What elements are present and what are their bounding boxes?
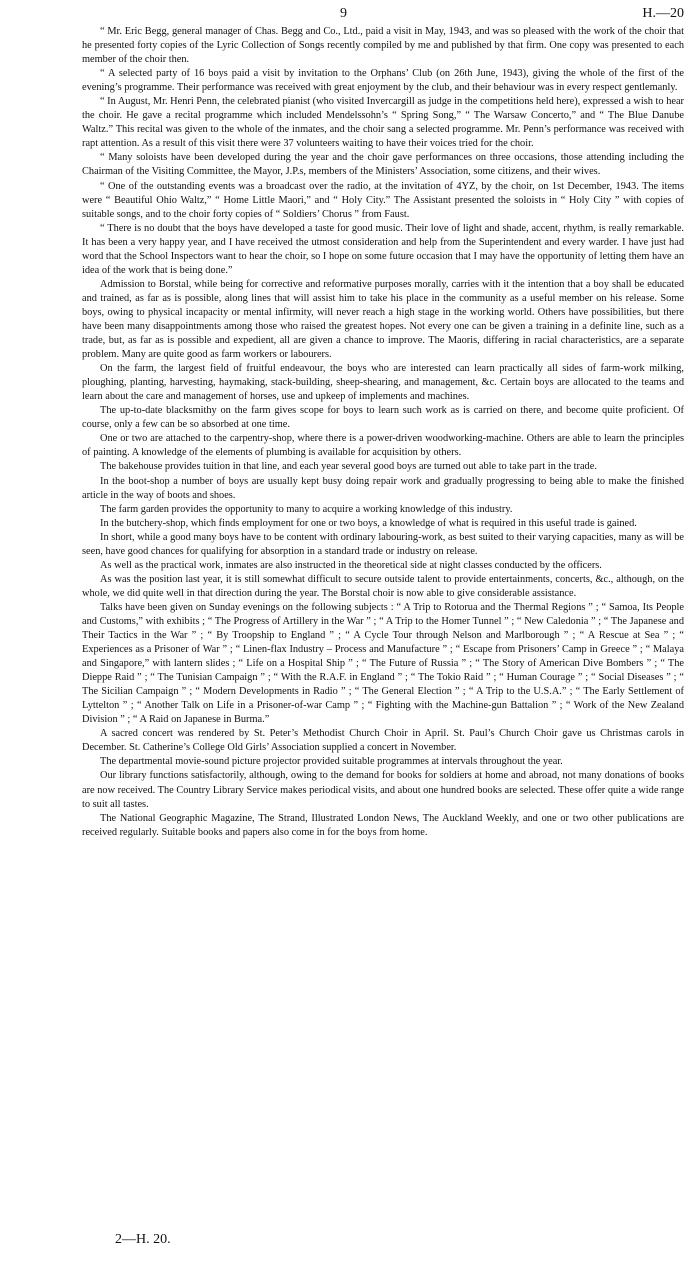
page-number: 9 [340, 6, 347, 21]
paragraph-orphans-club: “ A selected party of 16 boys paid a visit by invitation to the Orphans’ Club (on 26th June, 1943), giving the whole of the first of the evening’s programme. Their performance was received with great enjoyment by the club, and their behaviour was in every respect gentlemanly. [82, 68, 684, 94]
paragraph-farm-garden: The farm garden provides the opportunity to many to acquire a working knowledge of this industry. [100, 503, 513, 515]
paragraph-boot-shop: In the boot-shop a number of boys are usually kept busy doing repair work and gradually progressing to being able to make the finished article in the way of boots and shoes. [82, 475, 684, 501]
paragraph-entertainments: As was the position last year, it is still somewhat difficult to secure outside talent to provide entertainments, concerts, &c., although, on the whole, we did quite well in that direction during the year. The Borstal choir is now able to give considerable assistance. [82, 573, 684, 599]
paragraph-carpentry: One or two are attached to the carpentry-shop, where there is a power-driven woodworking-machine. Others are able to learn the principles of painting. A knowledge of the elements of plumbing is available for acquisition by others. [82, 433, 684, 459]
paragraph-sunday-talks: Talks have been given on Sunday evenings on the following subjects : “ A Trip to Rotorua and the Thermal Regions ” ; “ Samoa, Its People and Customs,” with exhibits ; “ The Progress of Artillery in the War ” ; “ A Trip to the Homer Tunnel ” ; “ New Caledonia ” ; “ The Japanese and Their Tactics in the War ” ; “ By Troopship to England ” ; “ A Cycle Tour through Nelson and Marlborough ” ; “ A Rescue at Sea ” ; “ Experiences as a Prisoner of War ” ; “ Linen-flax Industry – Process and Manufacture ” ; “ Escape from Prisoners’ Camp in Greece ” ; “ Malaya and Singapore,” with lantern slides ; “ Life on a Hospital Ship ” ; “ The Future of Russia ” ; “ The Story of American Dive Bombers ” ; “ The Dieppe Raid ” ; “ The Tunisian Campaign ” ; “ With the R.A.F. in England ” ; “ The Tokio Raid ” ; “ Human Courage ” ; “ Social Diseases ” ; “ The Sicilian Campaign ” ; “ Modern Developments in Radio ” ; “ The General Election ” ; “ A Trip to the U.S.A.” ; “ The Early Settlement of Lyttelton ” ; “ Another Talk on Life in a Prisoner-of-war Camp ” ; “ Fighting with the Machine-gun Battalion ” ; “ Work of the New Zealand Division ” ; “ A Raid on Japanese in Burma.” [82, 601, 684, 726]
footer-reference: 2—H. 20. [115, 1232, 171, 1247]
paragraph-soloists: “ Many soloists have been developed during the year and the choir gave performances on three occasions, those attending including the Chairman of the Visiting Committee, the Mayor, J.P.s, members of the Ministers’ Association, some citizens, and their wives. [82, 152, 684, 178]
document-reference: H.—20 [642, 6, 684, 21]
paragraph-radio-broadcast: “ One of the outstanding events was a broadcast over the radio, at the invitation of 4YZ, by the choir, on 1st December, 1943. The items were “ Beautiful Ohio Waltz,” “ Home Little Maori,” and “ Holy City.” The Assistant presented the soloists in “ Holy City ” with copies of suitable songs, and to the choir forty copies of “ Soldiers’ Chorus ” from Faust. [82, 180, 684, 220]
paragraph-begg-visit: “ Mr. Eric Begg, general manager of Chas. Begg and Co., Ltd., paid a visit in May, 1943, and was so pleased with the work of the choir that he presented forty copies of the Lyric Collection of Songs recently compiled by me and published by that firm. One copy was presented to each member of the choir then. [82, 26, 684, 66]
paragraph-taste-for-music: “ There is no doubt that the boys have developed a taste for good music. Their love of light and shade, accent, rhythm, is really remarkable. It has been a very happy year, and I have received the utmost consideration and help from the Superintendent and every warder. I have just had word that the School Inspectors want to hear the choir, so I hope on some future occasion that I may have the opportunity of letting them have an idea of the work that is being done.” [82, 222, 684, 276]
document-body [82, 25, 684, 840]
paragraph-night-classes: As well as the practical work, inmates are also instructed in the theoretical side at night classes conducted by the officers. [100, 559, 602, 571]
paragraph-henri-penn: “ In August, Mr. Henri Penn, the celebrated pianist (who visited Invercargill as judge in the competitions held here), expressed a wish to hear the choir. He gave a recital programme which included Mendelssohn’s “ Spring Song,” “ The Warsaw Concerto,” and “ The Blue Danube Waltz.” This recital was given to the whole of the inmates, and the choir sang a selected programme. Mr. Penn’s performance was received with rapt attention. As a result of this visit there were 37 volunteers waiting to have their voices tried for the choir. [82, 96, 684, 150]
paragraph-butchery: In the butchery-shop, which finds employment for one or two boys, a knowledge of what is required in this useful trade is gained. [100, 517, 637, 529]
paragraph-in-short: In short, while a good many boys have to be content with ordinary labouring-work, as best suited to their varying capacities, many as will be seen, have good chances for qualifying for absorption in a standard trade or industry on release. [82, 531, 684, 557]
paragraph-sacred-concert: A sacred concert was rendered by St. Peter’s Methodist Church Choir in April. St. Paul’s Church Choir gave us Christmas carols in December. St. Catherine’s College Old Girls’ Association supplied a concert in November. [82, 728, 684, 754]
paragraph-admission: Admission to Borstal, while being for corrective and reformative purposes morally, carries with it the intention that a boy shall be educated and trained, as far as is possible, along lines that will assist him to take his place in the community as a useful member on his release. Some boys, owing to physical incapacity or mental infirmity, will never reach a high stage in the working world. Others have possibilities, but there have been many disappointments among those who raised the greatest hopes. Not every one can be given a training in a definite line, such as a trade, but, as far as is possible and expedient, all are given a chance to improve. The Maoris, differing in racial characteristics, are a separate problem. Many are quite good as farm workers or labourers. [82, 278, 684, 361]
paragraph-bakehouse: The bakehouse provides tuition in that line, and each year several good boys are turned out able to take part in the trade. [100, 461, 597, 473]
paragraph-projector: The departmental movie-sound picture projector provided suitable programmes at intervals throughout the year. [100, 756, 563, 768]
paragraph-farm: On the farm, the largest field of fruitful endeavour, the boys who are interested can learn practically all sides of farm-work milking, ploughing, planting, harvesting, haymaking, stack-building, sheep-shearing, and management, &c. Certain boys are allocated to the teams and learn about the care and management of horses, use and upkeep of implements and machines. [82, 363, 684, 403]
paragraph-library: Our library functions satisfactorily, although, owing to the demand for books for soldiers at home and abroad, not many donations of books are now received. The Country Library Service makes periodical visits, and about one hundred books are selected. These offer quite a wide range to suit all tastes. [82, 770, 684, 810]
paragraph-publications: The National Geographic Magazine, The Strand, Illustrated London News, The Auckland Weekly, and one or two other publications are received regularly. Suitable books and papers also come in for the boys from home. [82, 812, 684, 838]
paragraph-blacksmithy: The up-to-date blacksmithy on the farm gives scope for boys to learn such work as is carried on there, and become quite proficient. Of course, only a few can be so absorbed at one time. [82, 405, 684, 431]
